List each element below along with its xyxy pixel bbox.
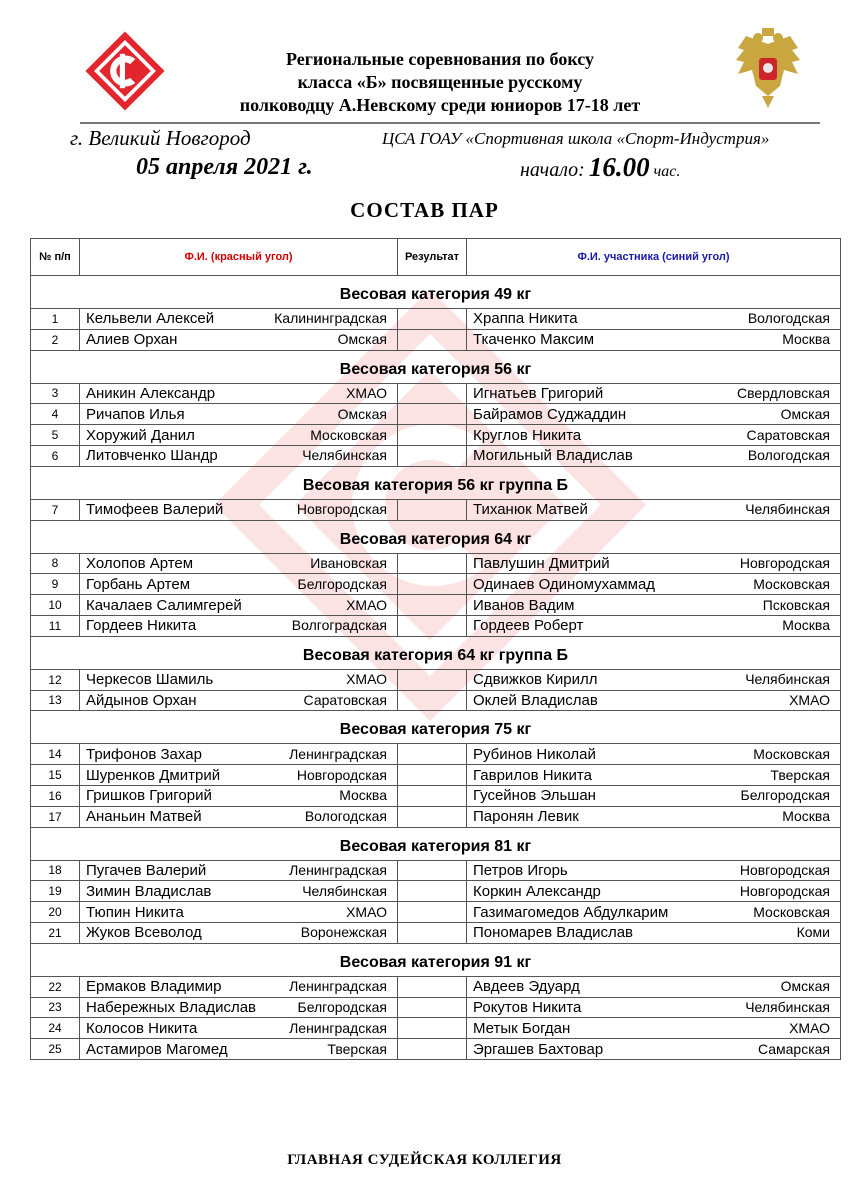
red-boxer-region: Ленинградская [289, 1019, 387, 1036]
table-row [31, 976, 841, 997]
header-divider [80, 122, 820, 124]
red-boxer-name: Ермаков Владимир [86, 978, 222, 996]
blue-corner-cell [467, 881, 841, 902]
col-number-header: № п/п [31, 239, 80, 276]
table-row [31, 615, 841, 636]
red-boxer-region: Волгоградская [291, 617, 387, 634]
red-boxer-name: Кельвели Алексей [86, 310, 215, 328]
result-cell [398, 922, 467, 943]
blue-boxer-name: Храппа Никита [473, 310, 578, 328]
red-corner-cell [80, 445, 398, 466]
pair-number: 1 [31, 309, 80, 330]
weight-category-row [31, 276, 841, 309]
red-boxer-region: Вологодская [304, 808, 387, 825]
blue-boxer-name: Авдеев Эдуард [473, 978, 580, 996]
pair-number: 21 [31, 922, 80, 943]
blue-corner-cell [467, 902, 841, 923]
blue-corner-cell [467, 404, 841, 425]
red-boxer-name: Хоружий Данил [86, 426, 195, 444]
result-cell [398, 553, 467, 574]
result-cell [398, 744, 467, 765]
blue-corner-cell [467, 445, 841, 466]
pair-number: 11 [31, 615, 80, 636]
coat-of-arms-icon [732, 26, 804, 110]
pair-number: 16 [31, 785, 80, 806]
red-corner-cell [80, 499, 398, 520]
blue-corner-cell [467, 1018, 841, 1039]
blue-boxer-name: Коркин Александр [473, 882, 601, 900]
pair-number: 17 [31, 806, 80, 827]
blue-boxer-name: Байрамов Суджаддин [473, 405, 627, 423]
blue-boxer-region: Новгородская [739, 882, 830, 899]
table-row [31, 806, 841, 827]
red-boxer-name: Гришков Григорий [86, 787, 212, 805]
table-row [31, 445, 841, 466]
result-cell [398, 329, 467, 350]
red-boxer-region: Ленинградская [289, 978, 387, 995]
blue-boxer-region: Новгородская [739, 554, 830, 571]
header-line-2: класса «Б» посвященные русскому [297, 72, 583, 92]
red-boxer-name: Холопов Артем [86, 554, 194, 572]
red-boxer-region: Тверская [327, 1040, 387, 1057]
red-corner-cell [80, 383, 398, 404]
table-row [31, 1039, 841, 1060]
red-boxer-region: ХМАО [346, 384, 387, 401]
blue-boxer-region: Московская [753, 745, 830, 762]
result-cell [398, 669, 467, 690]
blue-boxer-region: Самарская [757, 1040, 830, 1057]
blue-boxer-name: Сдвижков Кирилл [473, 671, 598, 689]
weight-category-title: Весовая категория 81 кг [31, 827, 841, 860]
red-boxer-name: Тимофеев Валерий [86, 501, 224, 519]
table-row [31, 669, 841, 690]
start-label: начало: [520, 159, 585, 181]
blue-boxer-name: Рокутов Никита [473, 998, 582, 1016]
result-cell [398, 615, 467, 636]
col-red-corner-header: Ф.И. (красный угол) [80, 239, 398, 276]
pair-number: 9 [31, 574, 80, 595]
pair-number: 25 [31, 1039, 80, 1060]
blue-boxer-name: Тиханюк Матвей [473, 501, 588, 519]
blue-boxer-name: Павлушин Дмитрий [473, 554, 610, 572]
result-cell [398, 806, 467, 827]
table-row [31, 383, 841, 404]
red-boxer-name: Жуков Всеволод [86, 924, 202, 942]
weight-category-row [31, 520, 841, 553]
result-cell [398, 690, 467, 711]
red-corner-cell [80, 1018, 398, 1039]
blue-corner-cell [467, 553, 841, 574]
blue-corner-cell [467, 329, 841, 350]
pair-number: 13 [31, 690, 80, 711]
pair-number: 12 [31, 669, 80, 690]
blue-boxer-region: ХМАО [789, 691, 830, 708]
blue-boxer-name: Метык Богдан [473, 1019, 571, 1037]
blue-boxer-region: Московская [753, 575, 830, 592]
result-cell [398, 997, 467, 1018]
red-corner-cell [80, 615, 398, 636]
weight-category-row [31, 350, 841, 383]
red-corner-cell [80, 1039, 398, 1060]
result-cell [398, 383, 467, 404]
start-time-block [520, 152, 680, 183]
result-cell [398, 1018, 467, 1039]
table-row [31, 309, 841, 330]
red-boxer-name: Качалаев Салимгерей [86, 596, 242, 614]
red-boxer-name: Трифонов Захар [86, 745, 202, 763]
red-corner-cell [80, 744, 398, 765]
blue-corner-cell [467, 976, 841, 997]
blue-boxer-region: Вологодская [747, 447, 830, 464]
red-corner-cell [80, 860, 398, 881]
table-row [31, 595, 841, 616]
table-row [31, 997, 841, 1018]
weight-category-row [31, 943, 841, 976]
red-corner-cell [80, 690, 398, 711]
weight-category-title: Весовая категория 64 кг группа Б [31, 636, 841, 669]
red-corner-cell [80, 309, 398, 330]
start-time: 16.00 [588, 152, 650, 182]
blue-boxer-name: Иванов Вадим [473, 596, 575, 614]
table-row [31, 785, 841, 806]
weight-category-row [31, 636, 841, 669]
blue-boxer-name: Гусейнов Эльшан [473, 787, 596, 805]
pair-number: 20 [31, 902, 80, 923]
red-corner-cell [80, 329, 398, 350]
red-boxer-region: Омская [337, 405, 387, 422]
blue-corner-cell [467, 922, 841, 943]
table-row [31, 1018, 841, 1039]
blue-boxer-name: Круглов Никита [473, 426, 582, 444]
red-corner-cell [80, 976, 398, 997]
pairs-table [30, 238, 841, 1060]
pair-number: 3 [31, 383, 80, 404]
red-boxer-region: ХМАО [346, 671, 387, 688]
blue-boxer-region: Новгородская [739, 861, 830, 878]
blue-boxer-region: Москва [782, 808, 830, 825]
weight-category-title: Весовая категория 49 кг [31, 276, 841, 309]
blue-corner-cell [467, 574, 841, 595]
col-result-header: Результат [398, 239, 467, 276]
weight-category-title: Весовая категория 64 кг [31, 520, 841, 553]
header-line-1: Региональные соревнования по боксу [286, 49, 594, 69]
weight-category-row [31, 466, 841, 499]
red-boxer-name: Набережных Владислав [86, 998, 257, 1016]
city: г. Великий Новгород [70, 126, 251, 150]
weight-category-title: Весовая категория 56 кг [31, 350, 841, 383]
pair-number: 15 [31, 765, 80, 786]
blue-corner-cell [467, 669, 841, 690]
blue-boxer-name: Могильный Владислав [473, 447, 633, 465]
table-row [31, 744, 841, 765]
table-row [31, 329, 841, 350]
blue-boxer-region: Челябинская [745, 671, 830, 688]
result-cell [398, 860, 467, 881]
blue-boxer-region: Москва [782, 617, 830, 634]
red-boxer-name: Зимин Владислав [86, 882, 212, 900]
blue-boxer-region: Челябинская [745, 998, 830, 1015]
blue-corner-cell [467, 1039, 841, 1060]
blue-boxer-region: Челябинская [745, 501, 830, 518]
table-row [31, 404, 841, 425]
table-row [31, 922, 841, 943]
red-boxer-region: Белгородская [297, 998, 387, 1015]
table-row [31, 881, 841, 902]
red-boxer-name: Черкесов Шамиль [86, 671, 214, 689]
pair-number: 6 [31, 445, 80, 466]
blue-boxer-region: Свердловская [736, 384, 830, 401]
red-boxer-region: Челябинская [302, 882, 387, 899]
table-row [31, 553, 841, 574]
blue-boxer-name: Петров Игорь [473, 861, 568, 879]
red-boxer-name: Ананьин Матвей [86, 808, 202, 826]
red-boxer-region: Воронежская [300, 924, 387, 941]
red-boxer-name: Ричапов Илья [86, 405, 185, 423]
result-cell [398, 976, 467, 997]
red-corner-cell [80, 404, 398, 425]
organization: ЦСА ГОАУ «Спортивная школа «Спорт-Индустрия» [382, 129, 770, 148]
table-row [31, 902, 841, 923]
weight-category-title: Весовая категория 75 кг [31, 711, 841, 744]
blue-corner-cell [467, 860, 841, 881]
blue-corner-cell [467, 785, 841, 806]
red-boxer-name: Аникин Александр [86, 384, 216, 402]
blue-corner-cell [467, 615, 841, 636]
blue-boxer-region: Коми [796, 924, 830, 941]
pair-number: 24 [31, 1018, 80, 1039]
blue-boxer-name: Ткаченко Максим [473, 331, 595, 349]
result-cell [398, 309, 467, 330]
col-blue-corner-header: Ф.И. участника (синий угол) [467, 239, 841, 276]
red-boxer-region: Саратовская [303, 691, 387, 708]
result-cell [398, 574, 467, 595]
blue-corner-cell [467, 765, 841, 786]
blue-boxer-name: Гордеев Роберт [473, 617, 584, 635]
blue-boxer-region: ХМАО [789, 1019, 830, 1036]
weight-category-title: Весовая категория 91 кг [31, 943, 841, 976]
blue-boxer-region: Москва [782, 331, 830, 348]
pair-number: 7 [31, 499, 80, 520]
pair-number: 2 [31, 329, 80, 350]
red-boxer-region: Омская [337, 331, 387, 348]
result-cell [398, 765, 467, 786]
blue-corner-cell [467, 499, 841, 520]
blue-boxer-region: Саратовская [746, 426, 830, 443]
red-boxer-name: Гордеев Никита [86, 617, 197, 635]
header-line-3: полководцу А.Невскому среди юниоров 17-18 лет [239, 95, 641, 115]
blue-boxer-region: Омская [780, 405, 830, 422]
red-boxer-region: Белгородская [297, 575, 387, 592]
table-row [31, 765, 841, 786]
pair-number: 23 [31, 997, 80, 1018]
blue-boxer-name: Гаврилов Никита [473, 766, 592, 784]
red-corner-cell [80, 785, 398, 806]
pair-number: 18 [31, 860, 80, 881]
pair-number: 14 [31, 744, 80, 765]
pair-number: 19 [31, 881, 80, 902]
red-corner-cell [80, 806, 398, 827]
weight-category-row [31, 711, 841, 744]
red-boxer-name: Айдынов Орхан [86, 691, 197, 709]
red-boxer-region: Новгородская [296, 501, 387, 518]
red-boxer-region: Москва [339, 787, 387, 804]
table-row [31, 425, 841, 446]
red-boxer-region: Калининградская [274, 310, 387, 327]
result-cell [398, 404, 467, 425]
blue-corner-cell [467, 744, 841, 765]
pair-number: 5 [31, 425, 80, 446]
blue-boxer-name: Паронян Левик [473, 808, 579, 826]
red-boxer-name: Горбань Артем [86, 575, 191, 593]
blue-boxer-name: Игнатьев Григорий [473, 384, 604, 402]
red-corner-cell [80, 595, 398, 616]
red-corner-cell [80, 765, 398, 786]
blue-boxer-region: Белгородская [740, 787, 830, 804]
weight-category-title: Весовая категория 56 кг группа Б [31, 466, 841, 499]
red-boxer-region: Ивановская [310, 554, 387, 571]
spartak-logo-icon [82, 28, 168, 114]
page-title: СОСТАВ ПАР [350, 198, 499, 222]
red-boxer-region: Московская [310, 426, 387, 443]
result-cell [398, 1039, 467, 1060]
blue-corner-cell [467, 690, 841, 711]
red-boxer-region: ХМАО [346, 596, 387, 613]
pair-number: 4 [31, 404, 80, 425]
red-boxer-name: Тюпин Никита [86, 903, 184, 921]
blue-boxer-region: Псковская [762, 596, 830, 613]
blue-boxer-region: Тверская [770, 766, 830, 783]
blue-corner-cell [467, 806, 841, 827]
blue-corner-cell [467, 997, 841, 1018]
red-corner-cell [80, 881, 398, 902]
red-corner-cell [80, 922, 398, 943]
red-boxer-name: Астамиров Магомед [86, 1040, 228, 1058]
red-corner-cell [80, 669, 398, 690]
pair-number: 8 [31, 553, 80, 574]
blue-corner-cell [467, 425, 841, 446]
blue-boxer-name: Пономарев Владислав [473, 924, 634, 942]
result-cell [398, 785, 467, 806]
blue-corner-cell [467, 595, 841, 616]
result-cell [398, 881, 467, 902]
blue-boxer-name: Оклей Владислав [473, 691, 598, 709]
blue-boxer-region: Омская [780, 978, 830, 995]
result-cell [398, 902, 467, 923]
blue-boxer-region: Московская [753, 903, 830, 920]
blue-boxer-name: Газимагомедов Абдулкарим [473, 903, 669, 921]
red-corner-cell [80, 997, 398, 1018]
red-boxer-region: Ленинградская [289, 745, 387, 762]
red-boxer-name: Литовченко Шандр [86, 447, 218, 465]
table-row [31, 574, 841, 595]
red-boxer-name: Шуренков Дмитрий [86, 766, 221, 784]
red-corner-cell [80, 902, 398, 923]
start-unit: час. [653, 163, 681, 180]
blue-boxer-name: Рубинов Николай [473, 745, 596, 763]
result-cell [398, 425, 467, 446]
table-row [31, 860, 841, 881]
blue-corner-cell [467, 309, 841, 330]
blue-boxer-region: Вологодская [747, 310, 830, 327]
pair-number: 10 [31, 595, 80, 616]
result-cell [398, 499, 467, 520]
table-row [31, 690, 841, 711]
red-boxer-region: ХМАО [346, 903, 387, 920]
footer-signature: ГЛАВНАЯ СУДЕЙСКАЯ КОЛЛЕГИЯ [287, 1152, 562, 1168]
table-row [31, 499, 841, 520]
blue-boxer-name: Эргашев Бахтовар [473, 1040, 604, 1058]
result-cell [398, 445, 467, 466]
event-date: 05 апреля 2021 г. [136, 154, 313, 180]
red-boxer-region: Новгородская [296, 766, 387, 783]
red-corner-cell [80, 425, 398, 446]
red-boxer-name: Пугачев Валерий [86, 861, 207, 879]
result-cell [398, 595, 467, 616]
pair-number: 22 [31, 976, 80, 997]
blue-boxer-name: Одинаев Одиномухаммад [473, 575, 656, 593]
table-header-row [31, 239, 841, 276]
red-corner-cell [80, 574, 398, 595]
blue-corner-cell [467, 383, 841, 404]
red-boxer-name: Колосов Никита [86, 1019, 198, 1037]
weight-category-row [31, 827, 841, 860]
red-corner-cell [80, 553, 398, 574]
red-boxer-region: Челябинская [302, 447, 387, 464]
red-boxer-region: Ленинградская [289, 861, 387, 878]
red-boxer-name: Алиев Орхан [86, 331, 178, 349]
